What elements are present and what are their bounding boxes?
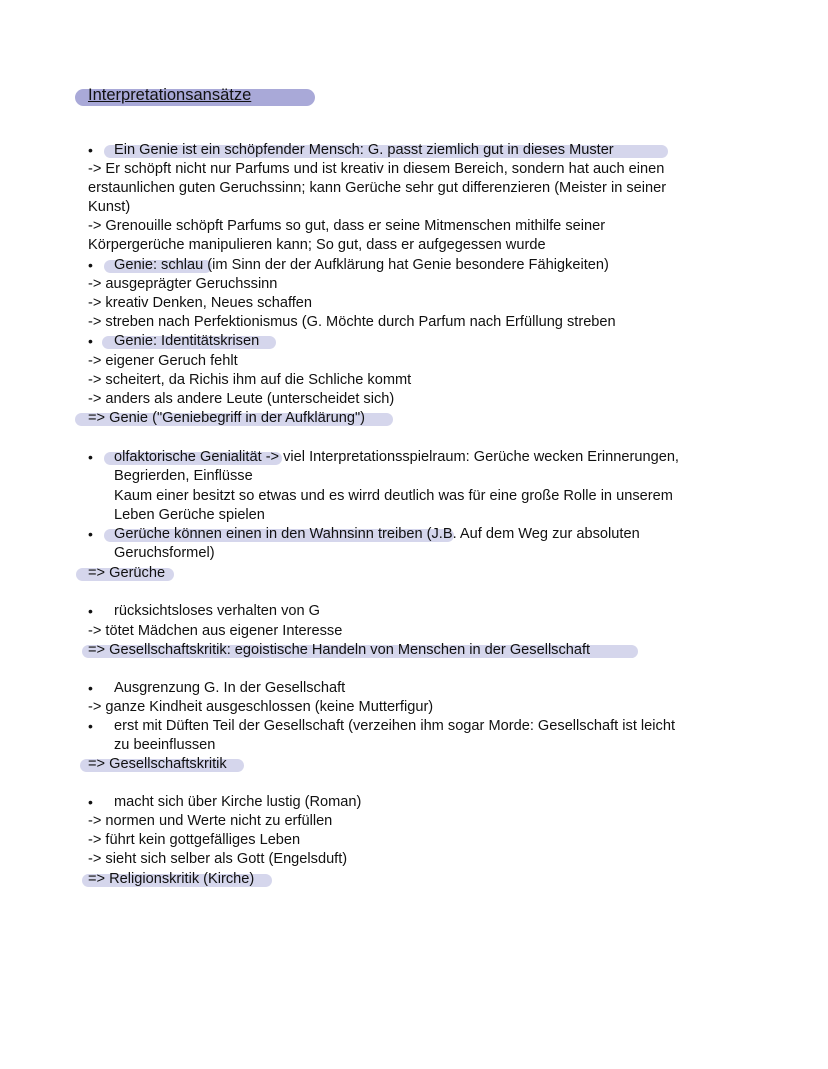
text-line: Gerüche können einen in den Wahnsinn treiben (J.B. Auf dem Weg zur absoluten (114, 526, 640, 542)
text-line: -> streben nach Perfektionismus (G. Möchte durch Parfum nach Erfüllung streben (88, 314, 616, 330)
text-line: -> ganze Kindheit ausgeschlossen (keine Mutterfigur) (88, 699, 434, 715)
text-line: -> normen und Werte nicht zu erfüllen (88, 813, 333, 829)
bullet-marker: • (88, 526, 93, 542)
text-line: Genie: schlau (im Sinn der der Aufklärung hat Genie besondere Fähigkeiten) (114, 257, 609, 273)
text-line: -> eigener Geruch fehlt (88, 353, 238, 369)
text-line: -> scheitert, da Richis ihm auf die Schliche kommt (88, 372, 412, 388)
bullet-marker: • (88, 603, 93, 619)
text-line: macht sich über Kirche lustig (Roman) (114, 794, 362, 810)
bullet-marker: • (88, 257, 93, 273)
text-line: Ein Genie ist ein schöpfender Mensch: G. passt ziemlich gut in dieses Muster (114, 142, 614, 158)
text-line: => Gerüche (88, 565, 166, 581)
text-line: -> anders als andere Leute (unterscheidet sich) (88, 391, 395, 407)
text-line: -> kreativ Denken, Neues schaffen (88, 295, 313, 311)
bullet-marker: • (88, 718, 93, 734)
text-line: -> sieht sich selber als Gott (Engelsduft) (88, 851, 348, 867)
text-line: Begrierden, Einflüsse (114, 468, 253, 484)
text-line: rücksichtsloses verhalten von G (114, 603, 321, 619)
text-line: Genie: Identitätskrisen (114, 333, 260, 349)
text-line: -> Grenouille schöpft Parfums so gut, dass er seine Mitmenschen mithilfe seiner (88, 218, 606, 234)
bullet-marker: • (88, 449, 93, 465)
bullet-marker: • (88, 142, 93, 158)
text-line: => Religionskritik (Kirche) (88, 871, 255, 887)
text-line: zu beeinflussen (114, 737, 216, 753)
text-line: Ausgrenzung G. In der Gesellschaft (114, 680, 346, 696)
text-line: Körpergerüche manipulieren kann; So gut, dass er aufgegessen wurde (88, 237, 546, 253)
text-line: -> führt kein gottgefälliges Leben (88, 832, 301, 848)
text-line: -> Er schöpft nicht nur Parfums und ist kreativ in diesem Bereich, sondern hat auch einen (88, 161, 665, 177)
page-title: Interpretationsansätze (88, 86, 252, 104)
text-line: => Gesellschaftskritik (88, 756, 227, 772)
text-line: -> ausgeprägter Geruchssinn (88, 276, 278, 292)
text-line: erst mit Düften Teil der Gesellschaft (verzeihen ihm sogar Morde: Gesellschaft ist leicht (114, 718, 676, 734)
text-line: olfaktorische Genialität -> viel Interpretationsspielraum: Gerüche wecken Erinnerungen, (114, 449, 679, 465)
text-line: erstaunlichen guten Geruchssinn; kann Gerüche sehr gut differenzieren (Meister in seiner (88, 180, 667, 196)
text-line: Geruchsformel) (114, 545, 215, 561)
text-line: -> tötet Mädchen aus eigener Interesse (88, 623, 343, 639)
text-line: => Genie ("Geniebegriff in der Aufklärung") (88, 410, 365, 426)
bullet-marker: • (88, 333, 93, 349)
bullet-marker: • (88, 680, 93, 696)
bullet-marker: • (88, 794, 93, 810)
text-line: => Gesellschaftskritik: egoistische Handeln von Menschen in der Gesellschaft (88, 642, 591, 658)
text-line: Leben Gerüche spielen (114, 507, 265, 523)
text-line: Kunst) (88, 199, 131, 215)
text-line: Kaum einer besitzt so etwas und es wirrd deutlich was für eine große Rolle in unserem (114, 488, 673, 504)
